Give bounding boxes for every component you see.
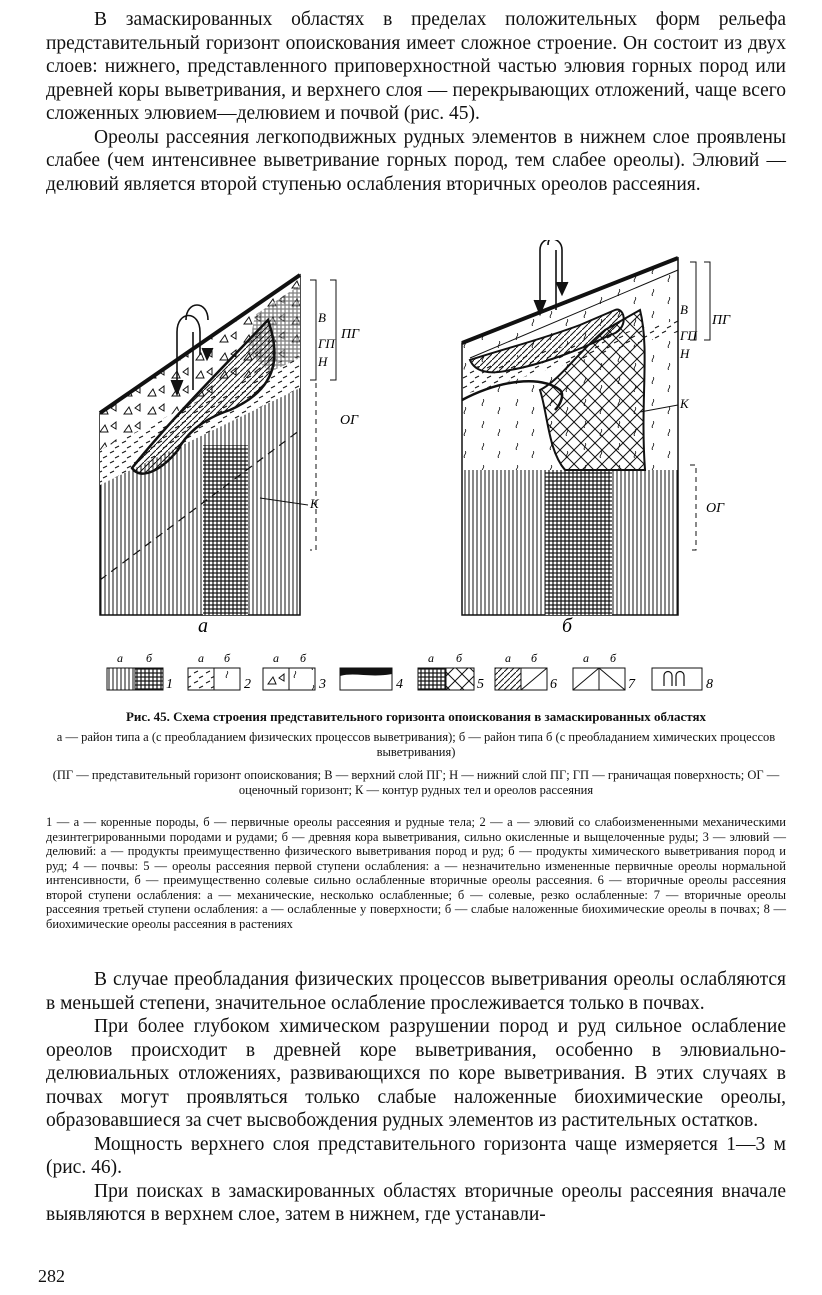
svg-text:а: а: [273, 651, 279, 665]
legend-item-7: [573, 651, 636, 692]
panel-a-label: а: [198, 615, 208, 637]
top-text-block: [46, 8, 786, 196]
svg-text:б: б: [456, 651, 463, 665]
paragraph: При поисках в замаскированных областях вторичные ореолы рассеяния вначале выявляются в верхнем слое, затем в нижнем, где устанавли-: [46, 1180, 786, 1225]
paragraph: В замаскированных областях в пределах положительных форм рельефа представительный горизонт опоискования имеет сложное строение. Он состоит из двух слоев: нижнего, представленного приповерхностной частью элювия горных пород или древней коры выветривания, и верхнего слоя — перекрывающих отложений, чаще всего сложенных элювием—делювием и почвой (рис. 45).: [46, 9, 786, 124]
svg-text:5: 5: [477, 677, 484, 692]
svg-text:2: 2: [244, 677, 251, 692]
label-pg-b: ПГ: [712, 313, 731, 328]
label-n-a: Н: [318, 354, 328, 369]
paragraph: Мощность верхнего слоя представительного горизонта чаще измеряется 1—3 м (рис. 46).: [46, 1133, 786, 1178]
svg-text:б: б: [610, 651, 617, 665]
svg-text:8: 8: [706, 677, 713, 692]
svg-text:б: б: [146, 651, 153, 665]
svg-text:а: а: [428, 651, 434, 665]
svg-text:а: а: [198, 651, 204, 665]
svg-text:б: б: [531, 651, 538, 665]
svg-text:7: 7: [628, 677, 635, 692]
label-k-a: К: [310, 496, 319, 511]
figure-caption-panels: а — район типа а (с преобладанием физических процессов выветривания); б — район типа б (с преобладанием химических процессов выветривания): [56, 730, 776, 759]
svg-text:1: 1: [166, 677, 173, 692]
paragraph: Ореолы рассеяния легкоподвижных рудных элементов в нижнем слое проявлены слабее (чем интенсивнее выветривание горных пород, тем слабее ореолы). Элювий — делювий является второй ступенью ослабления вторичных ореолов рассеяния.: [46, 126, 786, 195]
legend-item-4: [340, 668, 403, 692]
label-pg-a: ПГ: [341, 327, 360, 342]
label-n-b: Н: [680, 346, 690, 361]
legend-item-2: [188, 651, 251, 692]
svg-text:а: а: [583, 651, 589, 665]
svg-text:4: 4: [396, 677, 403, 692]
figure-caption-title: Рис. 45. Схема строения представительного горизонта опоискования в замаскированных областях: [125, 709, 707, 724]
svg-text:а: а: [117, 651, 123, 665]
legend: [107, 651, 713, 692]
label-v-b: В: [680, 302, 688, 317]
svg-text:а: а: [505, 651, 511, 665]
svg-text:б: б: [300, 651, 307, 665]
label-og-b: ОГ: [706, 501, 725, 516]
label-k-b: К: [680, 396, 689, 411]
paragraph: При более глубоком химическом разрушении пород и руд сильное ослабление ореолов происходит в древней коре выветривания, особенно в элювиально-делювиальных отложениях, развивающихся по коре выветривания. В этих случаях в почвах могут проявляться только слабые наложенные биохимические ореолы, образовавшиеся за счет высвобождения рудных элементов из растительных остатков.: [46, 1016, 786, 1131]
panel-b-diagram: [462, 240, 731, 637]
legend-item-1: [107, 651, 173, 692]
bottom-text-block: [46, 968, 786, 1227]
label-gp-a: ГП: [318, 336, 335, 351]
page-number: 282: [38, 1266, 65, 1286]
panel-a-diagram: [100, 275, 360, 637]
legend-item-6: [495, 651, 557, 692]
label-og-a: ОГ: [340, 413, 359, 428]
figure-diagram: [0, 240, 822, 710]
legend-item-3: [263, 651, 326, 692]
paragraph: В случае преобладания физических процессов выветривания ореолы ослабляются в меньшей степени, значительное ослабление прослеживается только в почвах.: [46, 969, 786, 1014]
figure-caption-legend: 1 — а — коренные породы, б — первичные ореолы рассеяния и рудные тела; 2 — а — элювий со слабоизмененными механическими дезинтегрированными породами и рудами; б — древняя кора выветривания, сильно окисленные и выщелоченные руды; 3 — элювий — делювий: а — продукты преимущественно физического выветривания пород и руд; б — продукты химического выветривания пород и руд; 4 — почвы: 5 — ореолы рассеяния первой ступени ослабления: а — незначительно измененные первичные ореолы нормальной интенсивности, б — преимущественно солевые сильно ослабленные вторичные ореолы рассеяния. 6 — вторичные ореолы рассеяния второй ступени ослабления: а — механические, несколько ослабленные; б — солевые, резко ослабленные: 7 — вторичные ореолы рассеяния третьей ступени ослабления: а — ослабленные у поверхности; б — слабые наложенные биохимические ореолы в почвах; 8 — биохимические ореолы рассеяния в растениях: [46, 815, 786, 931]
legend-item-8: [652, 668, 713, 692]
svg-text:6: 6: [550, 677, 557, 692]
figure-45: [0, 240, 822, 710]
svg-text:б: б: [224, 651, 231, 665]
legend-item-5: [418, 651, 484, 692]
label-gp-b: ГП: [680, 328, 697, 343]
label-v-a: В: [318, 310, 326, 325]
panel-b-label: б: [562, 615, 573, 637]
svg-text:3: 3: [319, 677, 326, 692]
figure-caption-abbreviations: (ПГ — представительный горизонт опоискования; В — верхний слой ПГ; Н — нижний слой ПГ; ГП — граничащая поверхность; ОГ — оценочный горизонт; К — контур рудных тел и ореолов рассеяния: [52, 768, 780, 797]
